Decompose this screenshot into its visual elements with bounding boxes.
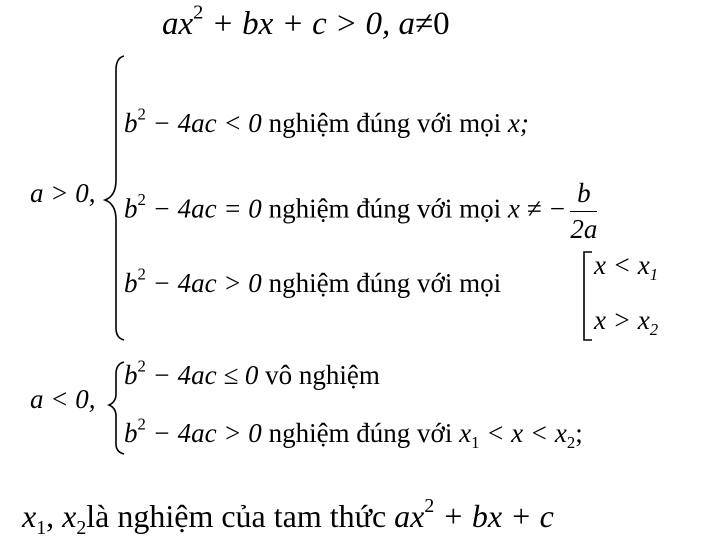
title-x2: x (258, 6, 274, 42)
title-a: a (162, 6, 179, 42)
footer-comma: , (46, 498, 63, 534)
b-var: b (124, 418, 138, 448)
row-tail: x ≠ − (507, 193, 567, 224)
negative-left-brace (109, 362, 124, 454)
row-text: nghiệm đúng với (268, 418, 460, 448)
title-a-cond: a (398, 6, 415, 42)
negative-row-2 (124, 414, 583, 452)
x1-var: x (459, 418, 472, 448)
b-var: b (124, 360, 138, 390)
discriminant: − 4ac > 0 (145, 418, 269, 448)
b-var: b (124, 108, 138, 138)
footer-text: là nghiệm của tam thức (86, 498, 395, 534)
exponent: 2 (137, 190, 146, 210)
title-x: x (178, 6, 194, 42)
condition-x-greater-x2 (594, 305, 659, 339)
fraction-b-over-2a (570, 178, 597, 245)
footer-x1: x (22, 498, 37, 534)
positive-row-3 (124, 264, 502, 299)
footer-x2: x (62, 498, 77, 534)
x2-sub: 2 (566, 432, 576, 452)
x2-var: x (554, 418, 567, 448)
footer-x: x (410, 498, 425, 534)
condition-x-less-x1 (594, 250, 659, 284)
discriminant: − 4ac ≤ 0 (145, 360, 266, 390)
footer-bx: + b (434, 498, 488, 534)
condition-lhs: x < x (594, 250, 650, 280)
footer-c: + c (502, 498, 554, 534)
footer-s2: 2 (76, 516, 87, 539)
title-neq: ≠0 (415, 6, 450, 42)
exponent: 2 (137, 104, 146, 124)
footer-s1: 1 (36, 516, 47, 539)
row-text: nghiệm đúng với mọi (268, 108, 508, 138)
exponent: 2 (137, 356, 146, 376)
title-exponent: 2 (193, 1, 204, 24)
row-mid: < x < (479, 418, 555, 448)
fraction-denominator: 2a (570, 214, 598, 244)
row-text: vô nghiệm (265, 360, 380, 390)
title-c: + c > 0, (273, 6, 399, 42)
row-text: nghiệm đúng với mọi (268, 268, 502, 298)
a-positive-label: a > 0, (30, 178, 96, 208)
footer-x-b: x (487, 498, 503, 534)
discriminant: − 4ac = 0 (145, 193, 269, 224)
discriminant: − 4ac < 0 (145, 108, 269, 138)
inequality-title (162, 1, 450, 43)
footer-exponent: 2 (424, 495, 435, 518)
exponent: 2 (137, 264, 146, 284)
footer-note (22, 495, 554, 539)
big-left-brace (105, 56, 124, 340)
x1-sub: 1 (471, 432, 480, 452)
negative-row-1 (124, 356, 380, 391)
discriminant: − 4ac > 0 (145, 268, 269, 298)
a-negative-label: a < 0, (30, 384, 96, 414)
row-end: ; (575, 418, 583, 448)
positive-row-2 (124, 178, 597, 245)
footer-a: a (394, 498, 411, 534)
title-bx: + b (203, 6, 259, 42)
condition-sub: 2 (649, 319, 659, 339)
solutions-bracket (584, 252, 592, 340)
positive-row-1 (124, 104, 529, 139)
row-tail: x; (507, 108, 529, 138)
b-var: b (124, 268, 138, 298)
row-text: nghiệm đúng với mọi (268, 193, 508, 224)
condition-lhs: x > x (594, 305, 650, 335)
condition-sub: 1 (649, 264, 659, 284)
b-var: b (124, 193, 138, 224)
fraction-numerator: b (570, 178, 597, 212)
exponent: 2 (137, 414, 146, 434)
